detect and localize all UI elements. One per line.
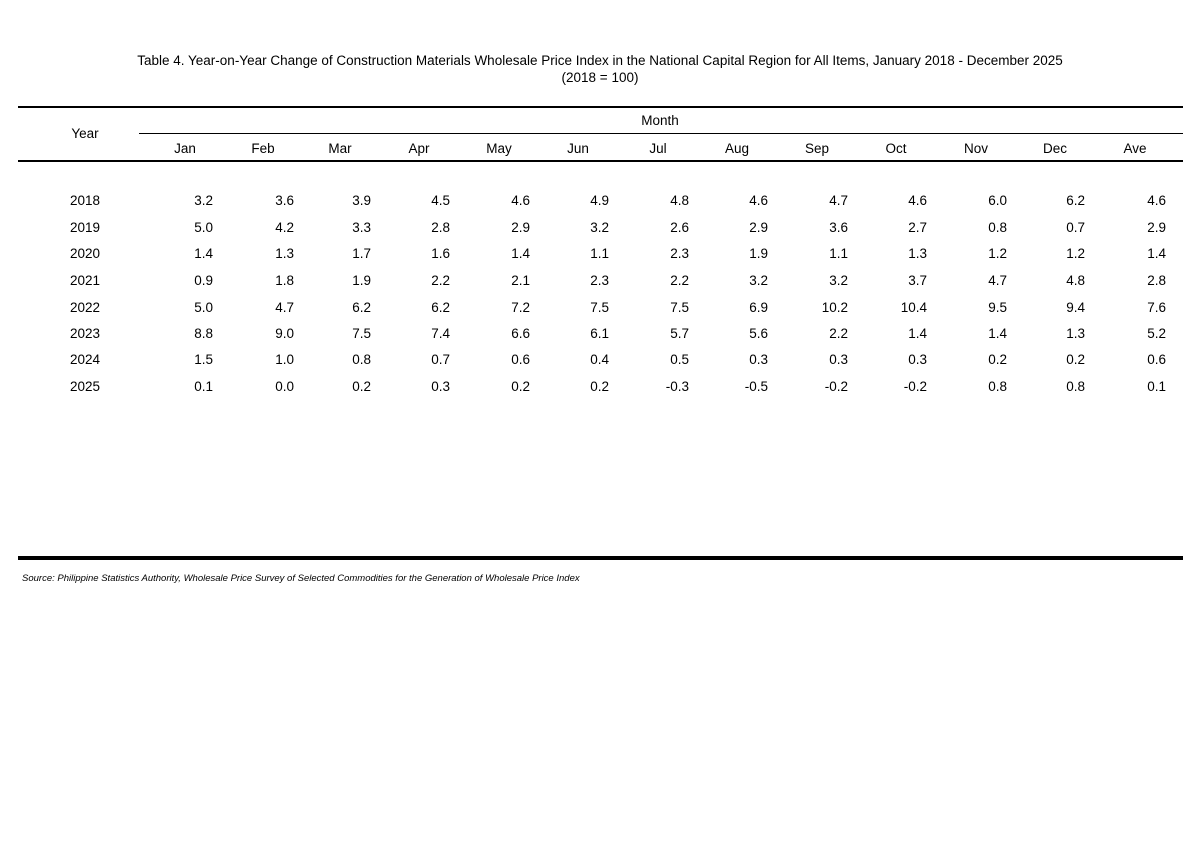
table-cell: -0.2 [824,379,848,394]
table-cell: 0.2 [988,352,1007,367]
table-cell: 1.8 [275,273,294,288]
table-cell: 1.4 [988,326,1007,341]
column-header-ave: Ave [1123,141,1147,156]
year-column-header: Year [71,126,99,141]
table-cell: 8.8 [194,326,213,341]
table-cell: 4.7 [275,300,294,315]
row-year-label: 2025 [69,379,101,394]
row-year-label: 2022 [69,300,101,315]
column-header-aug: Aug [724,141,750,156]
table-cell: 5.0 [194,220,213,235]
table-cell: 0.2 [1066,352,1085,367]
table-cell: 0.7 [1066,220,1085,235]
table-cell: 0.2 [511,379,530,394]
table-cell: 4.6 [1147,193,1166,208]
table-cell: 10.4 [900,300,927,315]
table-cell: 1.4 [511,246,530,261]
table-cell: 0.3 [749,352,768,367]
table-cell: 4.9 [590,193,609,208]
table-cell: -0.5 [744,379,768,394]
table-cell: 1.1 [829,246,848,261]
table-cell: 5.2 [1147,326,1166,341]
table-cell: 1.6 [431,246,450,261]
month-header-rule [139,133,1183,134]
table-cell: -0.2 [903,379,927,394]
table-cell: 4.6 [511,193,530,208]
table-cell: 0.2 [590,379,609,394]
table-cell: 5.6 [749,326,768,341]
table-cell: 1.4 [908,326,927,341]
table-cell: 0.3 [908,352,927,367]
table-cell: 0.3 [829,352,848,367]
table-cell: 2.1 [511,273,530,288]
table-cell: 9.5 [988,300,1007,315]
table-cell: 1.9 [749,246,768,261]
table-cell: 0.5 [670,352,689,367]
table-cell: 6.2 [352,300,371,315]
table-cell: 0.9 [194,273,213,288]
table-cell: 0.4 [590,352,609,367]
table-cell: 3.3 [352,220,371,235]
table-cell: 0.3 [431,379,450,394]
table-cell: 0.0 [275,379,294,394]
column-header-mar: Mar [328,141,352,156]
source-note: Source: Philippine Statistics Authority, Wholesale Price Survey of Selected Commodities for the Generation of Wholesale Price Index [22,573,580,584]
table-cell: 4.7 [988,273,1007,288]
table-cell: 7.2 [511,300,530,315]
column-header-apr: Apr [408,141,430,156]
table-title-base: (2018 = 100) [561,70,639,85]
table-cell: 3.9 [352,193,371,208]
column-header-may: May [486,141,512,156]
table-cell: 1.3 [1066,326,1085,341]
table-cell: 7.4 [431,326,450,341]
table-cell: 1.5 [194,352,213,367]
table-cell: 4.8 [1066,273,1085,288]
month-group-header: Month [641,113,679,128]
row-year-label: 2020 [69,246,101,261]
table-cell: 6.6 [511,326,530,341]
table-cell: 3.6 [275,193,294,208]
table-cell: 1.1 [590,246,609,261]
column-header-feb: Feb [251,141,275,156]
row-year-label: 2023 [69,326,101,341]
table-cell: 0.2 [352,379,371,394]
column-header-sep: Sep [804,141,830,156]
table-cell: 2.2 [829,326,848,341]
table-cell: 3.7 [908,273,927,288]
table-cell: 6.2 [1066,193,1085,208]
column-header-jan: Jan [174,141,196,156]
table-cell: 1.7 [352,246,371,261]
table-cell: 0.8 [988,379,1007,394]
table-cell: 7.5 [590,300,609,315]
table-cell: 4.6 [908,193,927,208]
table-cell: 1.4 [194,246,213,261]
table-cell: 2.3 [590,273,609,288]
table-title [0,52,1200,86]
table-cell: 1.0 [275,352,294,367]
table-top-rule [18,106,1183,108]
table-cell: 5.7 [670,326,689,341]
table-cell: 2.8 [1147,273,1166,288]
table-cell: 10.2 [821,300,848,315]
table-cell: 4.8 [670,193,689,208]
table-cell: 1.2 [1066,246,1085,261]
table-cell: 4.7 [829,193,848,208]
table-cell: -0.3 [665,379,689,394]
table-cell: 7.5 [352,326,371,341]
table-cell: 0.8 [352,352,371,367]
table-cell: 3.2 [194,193,213,208]
table-cell: 2.9 [749,220,768,235]
table-bottom-rule [18,556,1183,560]
table-cell: 3.2 [590,220,609,235]
table-cell: 2.2 [431,273,450,288]
row-year-label: 2021 [69,273,101,288]
table-cell: 6.1 [590,326,609,341]
table-cell: 2.2 [670,273,689,288]
table-cell: 7.5 [670,300,689,315]
table-cell: 2.8 [431,220,450,235]
table-cell: 0.1 [1147,379,1166,394]
row-year-label: 2024 [69,352,101,367]
row-year-label: 2019 [69,220,101,235]
column-header-oct: Oct [885,141,907,156]
table-cell: 4.6 [749,193,768,208]
table-cell: 0.8 [988,220,1007,235]
table-cell: 6.0 [988,193,1007,208]
table-title-line1: Table 4. Year-on-Year Change of Construction Materials Wholesale Price Index in the National Capital Region for All Items, January 2018 - December 2025 [137,53,1063,68]
row-year-label: 2018 [69,193,101,208]
column-header-jul: Jul [649,141,667,156]
table-cell: 0.8 [1066,379,1085,394]
table-cell: 2.9 [1147,220,1166,235]
table-cell: 0.6 [1147,352,1166,367]
column-header-nov: Nov [963,141,988,156]
table-cell: 0.7 [431,352,450,367]
table-cell: 9.4 [1066,300,1085,315]
column-header-jun: Jun [567,141,589,156]
table-cell: 3.2 [749,273,768,288]
table-cell: 1.3 [908,246,927,261]
header-bottom-rule [18,160,1183,162]
table-cell: 2.3 [670,246,689,261]
table-cell: 7.6 [1147,300,1166,315]
table-cell: 2.9 [511,220,530,235]
table-cell: 4.5 [431,193,450,208]
table-cell: 6.9 [749,300,768,315]
table-cell: 2.6 [670,220,689,235]
table-cell: 2.7 [908,220,927,235]
table-cell: 1.3 [275,246,294,261]
table-cell: 1.2 [988,246,1007,261]
table-cell: 9.0 [275,326,294,341]
table-cell: 5.0 [194,300,213,315]
table-cell: 4.2 [275,220,294,235]
column-header-dec: Dec [1042,141,1067,156]
table-cell: 0.1 [194,379,213,394]
table-cell: 3.2 [829,273,848,288]
table-cell: 1.9 [352,273,371,288]
table-cell: 3.6 [829,220,848,235]
table-cell: 1.4 [1147,246,1166,261]
table-cell: 0.6 [511,352,530,367]
table-cell: 6.2 [431,300,450,315]
